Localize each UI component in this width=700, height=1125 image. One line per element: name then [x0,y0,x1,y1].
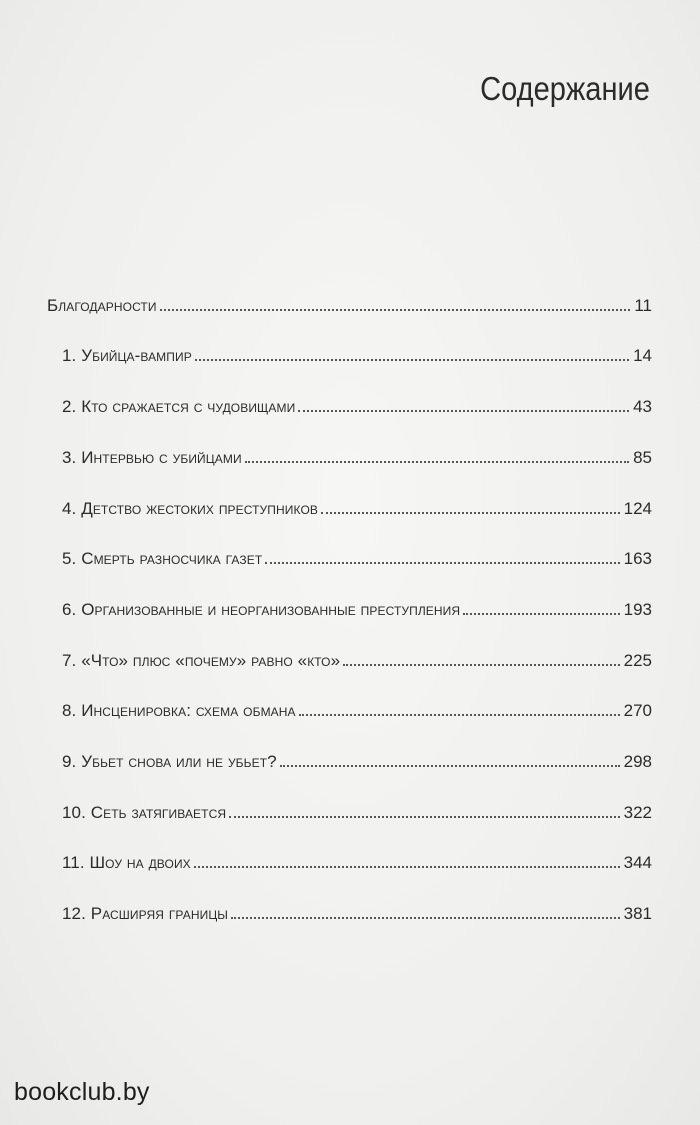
toc-entry-page: 193 [623,600,652,619]
dot-leader [343,664,619,666]
toc-entry-page: 14 [633,346,652,365]
toc-entry [62,793,652,823]
toc-entry-label: 11. Шоу на двоих [62,853,191,872]
dot-leader [265,562,619,564]
toc-entry [62,489,652,519]
watermark: bookclub.by [14,1078,150,1106]
toc-entry [47,286,652,316]
toc-entry [62,387,652,417]
dot-leader [160,309,631,311]
page-title: Содержание [480,70,650,107]
toc-entry-label: 6. Организованные и неорганизованные преступления [62,600,461,619]
dot-leader [245,461,629,463]
dot-leader [195,359,629,361]
dot-leader [321,512,620,514]
toc-entry [62,742,652,772]
toc-entry-label: 10. Сеть затягивается [62,803,227,822]
toc-entry-page: 225 [623,651,652,670]
toc-entry-page: 322 [623,803,652,822]
toc-entry-page: 163 [623,549,652,568]
toc-entry-label: 8. Инсценировка: схема обмана [62,701,296,720]
toc-entry [62,843,652,873]
dot-leader [280,765,620,767]
toc-entry-label: 4. Детство жестоких преступников [62,499,318,518]
toc-entry-label: 9. Убьет снова или не убьет? [62,752,277,771]
toc-entry-page: 124 [623,499,652,518]
dot-leader [463,613,619,615]
toc-entry [62,590,652,620]
dot-leader [231,917,620,919]
toc-entry-label: 2. Кто сражается с чудовищами [62,397,296,416]
toc-entry-page: 344 [623,853,652,872]
toc-entry [62,894,652,924]
toc-entry-label: Благодарности [47,296,157,315]
toc-entry-label: 3. Интервью с убийцами [62,448,242,467]
toc-entry-page: 381 [623,904,652,923]
toc-entry [62,691,652,721]
toc-entry-page: 43 [633,397,652,416]
toc-entry-page: 270 [623,701,652,720]
toc-entry [62,641,652,671]
toc-entry [62,539,652,569]
toc-entry [62,336,652,366]
dot-leader [298,410,629,412]
dot-leader [229,816,620,818]
toc-entry-label: 12. Расширяя границы [62,904,229,923]
dot-leader [194,866,620,868]
dot-leader [299,714,620,716]
toc-entry-page: 298 [623,752,652,771]
toc-entry-label: 5. Смерть разносчика газет [62,549,263,568]
toc-entry-label: 1. Убийца-вампир [62,346,192,365]
toc-entry-page: 11 [634,296,652,315]
toc-entry [62,438,652,468]
toc-entry-page: 85 [633,448,652,467]
toc-entry-label: 7. «Что» плюс «почему» равно «кто» [62,651,341,670]
